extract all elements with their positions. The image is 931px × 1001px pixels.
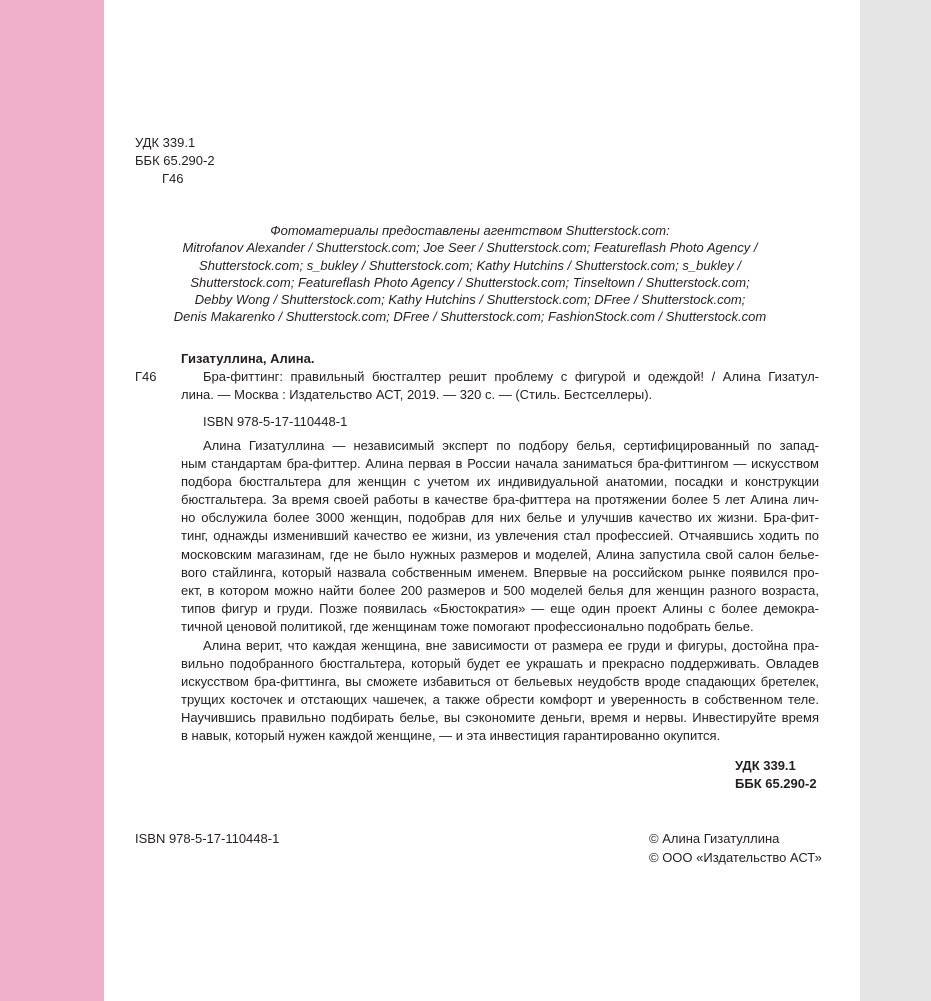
annotation-line: Научившись правильно подбирать белье, вы сэкономите деньги, время и нервы. Инвестируйте время	[181, 710, 819, 726]
annotation-line: Алина верит, что каждая женщина, вне зависимости от размера ее груди и фигуры, достойна пра-	[203, 638, 819, 653]
annotation-paragraph-2	[181, 637, 819, 746]
isbn-entry: ISBN 978-5-17-110448-1	[203, 414, 348, 429]
annotation-line: вого стайлинга, который назвала собственным именем. Впервые на российском рынке появился про-	[181, 564, 819, 580]
annotation-paragraph-1	[181, 437, 819, 636]
left-pink-margin	[0, 0, 104, 1001]
photo-credits-line: Фотоматериалы предоставлены агентством Shutterstock.com:	[270, 223, 670, 238]
author-sign-top: Г46	[162, 171, 184, 186]
book-title-line: лина. — Москва : Издательство АСТ, 2019. — 320 с. — (Стиль. Бестселлеры).	[181, 387, 653, 402]
photo-credits-line: Denis Makarenko / Shutterstock.com; DFree / Shutterstock.com; FashionStock.com / Shutterstock.com	[173, 309, 767, 325]
isbn-footer: ISBN 978-5-17-110448-1	[135, 831, 280, 846]
annotation-line: трущих косточек и отстающих чашечек, а также обрести комфорт и уверенность в собственном теле.	[181, 692, 819, 708]
annotation-line: но обслужила более 3000 женщин, подобрав для них белье и улучшив качество их жизни. Бра-фит-	[181, 510, 819, 526]
right-gray-margin	[860, 0, 931, 1001]
annotation-line: искусством бра-фиттинга, вы сможете избавиться от бельевых неудобств вроде спадающих бретелек,	[181, 674, 819, 690]
annotation-line: тинг, однажды изменивший качество ее жизни, из увлечения стал профессией. Отчаявшись ходить по	[181, 528, 819, 544]
annotation-line: тичной ценовой политикой, где женщинам тоже помогают профессионально подобрать белье.	[181, 618, 754, 634]
copyright-publisher: © ООО «Издательство АСТ»	[649, 850, 822, 865]
bbk-code-top: ББК 65.290-2	[135, 153, 215, 168]
book-title-line: Бра-фиттинг: правильный бюстгалтер решит проблему с фигурой и одеждой! / Алина Гизатул-	[203, 369, 819, 384]
photo-credits	[140, 222, 800, 326]
annotation-line: Алина Гизатуллина — независимый эксперт по подбору белья, сертифицированный по запад-	[203, 438, 819, 453]
annotation-line: ект, в котором можно найти более 200 размеров и 500 моделей белья для женщин разного возраста,	[181, 582, 819, 598]
photo-credits-line: Shutterstock.com; s_bukley / Shutterstock.com; Kathy Hutchins / Shutterstock.com; s_bukley /	[199, 257, 741, 273]
photo-credits-line: Mitrofanov Alexander / Shutterstock.com; Joe Seer / Shutterstock.com; Featureflash Photo Agency /	[182, 240, 758, 256]
copyright-author: © Алина Гизатуллина	[649, 831, 780, 846]
photo-credits-line: Debby Wong / Shutterstock.com; Kathy Hutchins / Shutterstock.com; DFree / Shutterstock.com;	[194, 292, 746, 308]
author-name: Гизатуллина, Алина.	[181, 351, 315, 366]
annotation-line: московским магазинам, где не было нужных размеров и моделей, Алина запустила свой салон белье-	[181, 546, 819, 562]
author-sign-entry: Г46	[135, 369, 157, 384]
bbk-code-bottom: ББК 65.290-2	[735, 776, 817, 791]
udk-code-top: УДК 339.1	[135, 135, 196, 150]
annotation-line: типов фигур и груди. Позже появилась «Бюстократия» — еще один проект Алины с более демокра-	[181, 600, 819, 616]
udk-code-bottom: УДК 339.1	[735, 758, 796, 773]
annotation-line: бюстгальтера. За время своей работы в качестве бра-фиттера на протяжении более 5 лет Алина лич-	[181, 492, 819, 508]
annotation-line: в навык, который нужен каждой женщине, — и эта инвестиция гарантированно окупится.	[181, 728, 721, 744]
annotation-line: ным стандартам бра-фиттер. Алина первая в России начала заниматься бра-фиттингом — искусством	[181, 456, 819, 472]
photo-credits-line: Shutterstock.com; Featureflash Photo Agency / Shutterstock.com; Tinseltown / Shutterstock.com;	[190, 274, 750, 290]
annotation-line: подбора бюстгальтера для женщин с учетом их индивидуальной анатомии, посадки и конструкции	[181, 474, 819, 490]
annotation-line: вильно подобранного бюстгальтера, который будет ее украшать и прекрасно поддерживать. Овладев	[181, 656, 819, 672]
